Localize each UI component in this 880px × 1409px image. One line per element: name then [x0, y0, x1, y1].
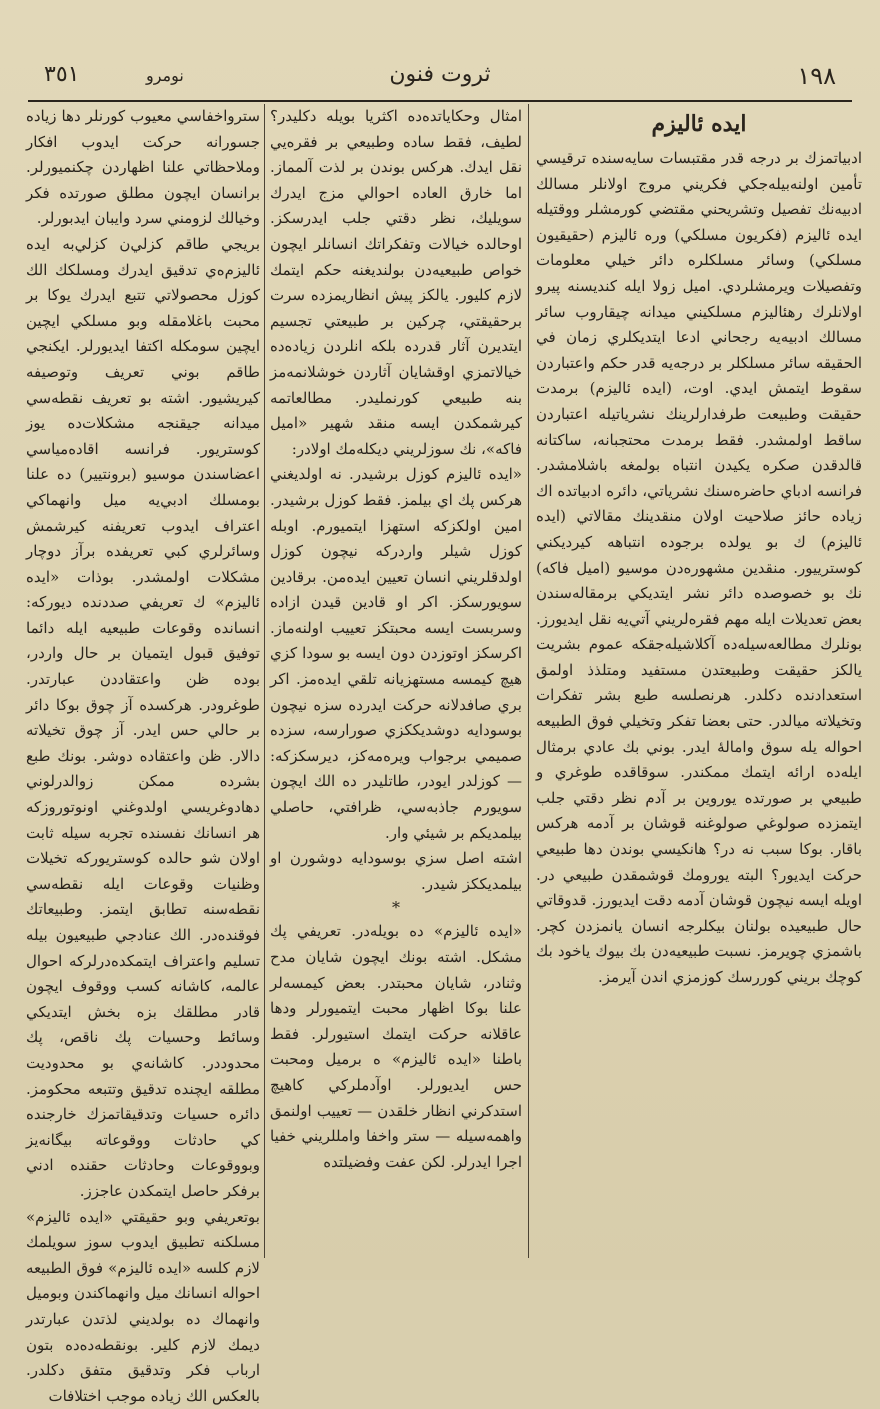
page-number-left: ٣٥١ — [44, 62, 80, 87]
quoted-paragraph: «ايده ئاليزم كوزل برشيدر. نه اولديغني هركس پك اي بيلمز. فقط كوزل برشيدر. امين اولكزكه استهزا ايتميورم. اوبله كوزل شيلر واردركه نيچون كوزل اولدقلريني انسان تعيين ايده‌من. برقادين سويورسكز. اكر او قادين قيدن ازاده وسربست ايسه محبتكز تعييب اولنه‌ماز. اكرسكز اوتوزدن دون ايسه بو سودا كزي هيچ كيمسه مستهزيانه تلقي ايده‌مز. اكر بري صافدلانه حركت ايدرده سزه نيچون بوسودايه دوشديككزي صورارسه، سزده صميمي برجواب ويره‌مه‌كز، ديرسكزكه: — كوزلدر ايودر، طاتليدر ده الك ايچون سويورم جاذبه‌سي، ظرافتي، حاصلي بيلمديكم بر شيئي وار. — [270, 465, 522, 842]
section-separator: * — [392, 898, 400, 918]
article-title: ايده ئاليزم — [651, 111, 747, 137]
column-divider — [528, 104, 529, 1258]
article-paragraph: ادبياتمزك بر درجه قدر مقتبسات سايه‌سنده ترقيسي تأمين اولنه‌بيله‌جكي فكريني مروج اولانلر مسالك ادبيه‌نك تفصيل وتشريحني مقتضي كورمشلر ووقتيله ايده ئاليزم (فكريون مسلكي) وره ئاليزم (حقيقيون مسلكي) وسائر مسلكلره دائر خيلي معلومات وتفصيلات ويرمشلردي. اميل زولا ايله كنديسنه پيرو اولانلرك رهئاليزم مسلكيني ميدانه چيقاروب سائر مسالك ادبيه‌يه رجحاني ادعا ايتديكلري زمان في الحقيقه سائر مسلكلر بر درجه‌يه قدر حكم واعتباردن سقوط ايتمش ايدي. اوت، (ايده ئاليزم) برمدت حقيقت وطبيعت طرفدارلرينك نشرياتيله اعتباردن ساقط اولمشدر. فقط برمدت محتجبانه، ساكتانه قالدقدن صكره يكيدن انتباه بولمغه باشلامشدر. فرانسه ادباي حاضره‌سنك نشرياتي، دائره ادبياتده اك زياده حائز صلاحيت اولان منقدينك مقالاتي (ايده ئاليزم) ك بو يولده برجوده انتباهه كيرديكني كوسترييور. منقدين مشهوره‌دن موسيو (اميل فاكه) نك بو خصوصده دائر نشر ايتديكي برمقاله‌سندن بعض تعديلات ايله مهم فقره‌لريني آتي‌يه نقل ايديورز. بونلرك مطالعه‌سيله‌ده آكلاشيله‌جقكه عموم بشريت يالكز حقيقت وطبيعتدن مستفيد ومتلذذ اولمق استعدادنده دكلدر. هرنصلسه طبع بشر تفكرات وتخيلاته ميالدر. حتى بعضا تفكر وتخيلي فوق الطبيعه احواله يله سوق وامالهٔ ايدر. بوني بك عادي برمثال ايله‌ده ارائه ايتمك ممكندر. سوقاقده طوغري و طبيعي بر صورتده يوروين بر آدم نظر دقتي جلب ايتمزده صولوغي صولوغنه قوشان بر آدمه هركس باقار. بوكا سبب نه در؟ هانكيسي بوندن دها طبيعي حركت ايديور؟ البته يورومك قوشمقدن طبيعي در. اويله ايسه نيچون قوشان آدمه دقت ايديورز. قدوقاتي حال طبيعيده بولنان بيكلرجه انسان يانمزدن كچر. باشمزي چويرمز. نسبت طبيعيه‌دن بك بيوك ياخود بك كوچك بريني كوررسك كوزمزي اندن آيرمز. — [536, 149, 862, 986]
column-divider — [264, 104, 265, 1258]
article-paragraph: بريجي طاقم كزلي‌ن كزلي‌به ايده ئاليزم‌ه‌ي تدقيق ايدرك ومسلكك الك كوزل محصولاتي تتبع ايدرك يوكا بر محبت باغلامقله وبو مسلكي ايچين ايچين سومكله اكتفا ايديورلر. ايكنجي طاقم بوني تعريف وتوصيفه كيريشيور. اشته بو تعريف نقطه‌سي ميدانه جيقنجه مشكلات‌ده يوز كوستريور. فرانسه اقاده‌مياسي اعضاسندن موسيو (برونتيير) ده علنا بومسلك ادبي‌يه ميل وانهماكي اعتراف ايدوب تعريفنه كيرشمش وسائرلري كبي تعريفده برآز دوچار مشكلات اولمشدر. بوذات «ايده ئاليزم» ك تعريفي صددنده ديوركه: انسانده وقوعات طبيعيه ايله دائما توفيق قبول ايتميان بر حال واردر، بوده ظن واعتقاددن عبارتدر. طوغرودر. هركسده آز چوق بوكا دائر بر حالي حس ايدر. آز چوق تخيلاته دالار. ظن واعتقاده دوشر. بونك طبع بشرده ممكن زوالدرلوني دهادوغريسي اولدوغني اونوتوروزكه هر انسانك نفسنده تجربه سيله ثابت اولان شو حالده كوستريوركه تخيلات وظنيات وقوعات ايله نقطه‌سي نقطه‌سنه تطابق ايتمز. وطبيعاتك فوقنده‌در. الك عنادجي طبيعيون بيله تسليم واعتراف ايتمكده‌درلركه احوال عالمه، كاشانه كسب ووقوف ايچون قادر مطلقك بزه بخش ايتديكي وسائط وحسيات پك ناقص، پك محدوددر. كاشانه‌ي بو محدوديت مطلقه ايچنده تدقيق وتتبعه محكومز. دائره حسيات وتدقيقاتمزك خارجنده كي حادثات ووقوعاته بيگانه‌يز وبووقوعات وحادثات حقنده ادني برفكر حاصل ايتمكدن عاجزز. — [26, 234, 260, 1200]
article-paragraph: بوتعريفي وبو حقيقتي «ايده ئاليزم» مسلكنه تطبيق ايدوب سوز سويلمك لازم كلسه «ايده ئاليزم» فوق الطبيعه احواله انسانك ميل وانهماكندن وبوميل وانهماك ده بولديني لذتدن عبارتدر ديمك لازم كلير. بونقطه‌ده‌ده بتون ارباب فكر وتدقيق متفق دكلدر. بالعكس الك زياده موجب اختلافات — [26, 1207, 260, 1405]
article-paragraph: سترواخفاسي معيوب كورنلر دها زياده جسورانه حركت ايدوب افكار وملاحظاتي علنا اظهاردن چكنميورلر. برانسان ايچون مطلق صورتده فكر وخيالك لزومني سرد وايبان ايدبورلر. — [26, 107, 260, 228]
article-column-middle — [270, 104, 522, 1266]
page-number-right: ١٩٨ — [797, 62, 836, 90]
issue-label: نومرو — [146, 66, 184, 85]
journal-title: ثروت فنون — [389, 62, 491, 87]
page-header — [28, 54, 852, 102]
article-column-right — [536, 104, 862, 1266]
article-paragraph: امثال وحكاياتده‌ده اكثريا بويله دكليدر؟ لطيف، فقط ساده وطبيعي بر فقره‌يي نقل ايدك. هركس بوندن بر لذت آلمماز. اما خارق العاده احوالي مزج ايدرك سويليك، نظر دقتي جلب ايدرسكز. اوحالده خيالات وتفكراتك انسانلر ايچون خواص طبيعيه‌دن بولنديغنه حكم ايتمك لازم كليور. يالكز پيش انظاريمزده سرت برحقيقتي، چركين بر طبيعتي تجسيم ايتديرن آثار قدرده بلكه انلردن زياده‌ده خيالاتمزي اوقشايان آثاردن خوشلانمه‌مز بنه طبيعي كورنمليدر. مطالعاتمه كيرشمكدن ايسه منقد شهير «اميل فاكه»، نك سوزلريني ديكله‌مك اولادر: — [270, 107, 522, 458]
article-paragraph: «ايده ئاليزم» ده بويله‌در. تعريفي پك مشكل. اشته بونك ايچون شايان مدح وثنادر، شايان محبتدر. بعض كيمسه‌لر علنا بوكا اظهار محبت ايتميورلر ودها عاقلانه حركت ايتمك استيورلر. فقط باطنا «ايده ئاليزم» ه برميل ومحبت حس ايديورلر. اوآدملركي كاهيچ استدكرني انظار خلقدن — تعييب اولنمق واهمه‌سيله — ستر واخفا وامللريني خفيا اجرا ايدرلر. لكن عفت وفضيلتده — [270, 922, 522, 1171]
article-paragraph: اشته اصل سزي بوسودايه دوشورن او بيلمديككز شيدر. — [270, 849, 522, 893]
article-column-left — [26, 104, 260, 1405]
